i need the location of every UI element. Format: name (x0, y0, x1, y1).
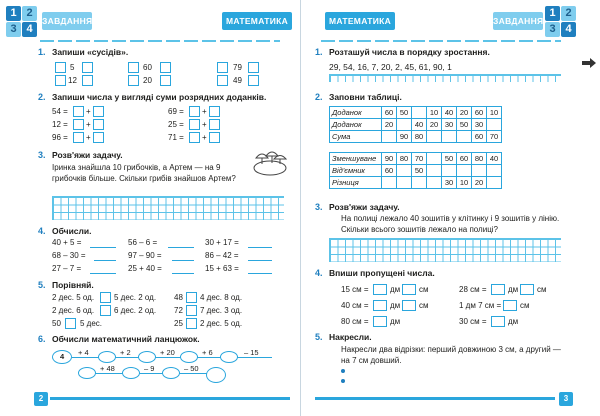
chain-end-circle[interactable] (206, 367, 226, 383)
table-cell[interactable] (427, 131, 442, 143)
answer-box[interactable] (82, 62, 93, 73)
table-row (330, 153, 502, 165)
table-cell[interactable]: 80 (412, 131, 427, 143)
plus-sign: + (86, 107, 91, 116)
answer-box[interactable] (93, 106, 104, 117)
arrow-right-icon (582, 58, 596, 68)
row-header: Зменшуване (330, 153, 382, 165)
task-title: Впиши пропущені числа. (329, 268, 435, 278)
unit: дм (390, 285, 401, 294)
answer-blank[interactable] (248, 247, 272, 248)
answer-blank[interactable] (90, 247, 116, 248)
expression: 68 – 30 = (52, 251, 86, 260)
table-cell[interactable] (427, 177, 442, 189)
problem-text: Накресли два відрізки: перший довжиною 3 см, а другий — на 7 см довший. (341, 345, 561, 365)
mushroom-basket-icon (250, 150, 290, 176)
expression: 96 = (52, 133, 68, 142)
unit: см (419, 301, 429, 310)
bullet-dot (341, 379, 345, 383)
unit: дм (390, 301, 401, 310)
expression: 69 = (168, 107, 184, 116)
table-cell[interactable] (487, 119, 502, 131)
unit: дм (390, 317, 401, 326)
task-title: Розв'яжи задачу. (52, 150, 123, 160)
number: 5 (70, 63, 75, 72)
tasks-pill: ЗАВДАННЯ (493, 12, 543, 30)
task-number: 3. (315, 202, 323, 212)
table-cell[interactable]: 50 (412, 165, 427, 177)
compare-box[interactable] (186, 318, 197, 329)
answer-box[interactable] (55, 75, 66, 86)
chain-circle[interactable] (138, 351, 156, 363)
compare-left: 72 (174, 306, 183, 315)
plus-sign: + (86, 133, 91, 142)
task-title: Запиши «сусідів». (52, 47, 129, 57)
chain-line (80, 373, 220, 374)
compare-right: 2 дес. 5 од. (200, 319, 243, 328)
table-cell[interactable] (427, 153, 442, 165)
chain-circle[interactable] (162, 367, 180, 379)
unit: дм (508, 317, 519, 326)
expression: 54 = (52, 107, 68, 116)
row-header: Доданок (330, 107, 382, 119)
task-title: Заповни таблиці. (329, 92, 402, 102)
table-cell[interactable] (487, 165, 502, 177)
task-number: 1. (38, 47, 46, 57)
compare-right: 6 дес. 2 од. (114, 306, 157, 315)
answer-box[interactable] (217, 75, 228, 86)
chain-start-value: 4 (60, 352, 65, 361)
task-number: 1. (315, 47, 323, 57)
compare-right: 4 дес. 8 од. (200, 293, 243, 302)
chain-op: + 48 (100, 364, 115, 373)
task-title: Порівняй. (52, 280, 94, 290)
table-cell[interactable]: 60 (382, 165, 397, 177)
expression: 30 + 17 = (205, 238, 239, 247)
subject-pill: МАТЕМАТИКА (222, 12, 292, 30)
table-cell[interactable] (457, 131, 472, 143)
expression: 97 – 90 = (128, 251, 162, 260)
compare-right: 5 дес. 2 од. (114, 293, 157, 302)
page-number: 3 (559, 392, 573, 406)
compare-left: 48 (174, 293, 183, 302)
number: 60 (143, 63, 152, 72)
chain-circle[interactable] (98, 351, 116, 363)
table-cell[interactable]: 20 (472, 177, 487, 189)
table-row (330, 177, 502, 189)
table-cell[interactable]: 90 (397, 131, 412, 143)
table-cell[interactable]: 30 (472, 119, 487, 131)
expression: 1 дм 7 см = (459, 301, 502, 310)
cube-1: 1 (6, 6, 21, 21)
chain-circle[interactable] (180, 351, 198, 363)
task-title: Запиши числа у вигляді суми розрядних доданків. (52, 92, 267, 102)
task-number: 2. (315, 92, 323, 102)
plus-sign: + (202, 133, 207, 142)
table-cell[interactable] (442, 165, 457, 177)
problem-text: На полиці лежало 40 зошитів у клітинку і 9 зошитів у лінію. Скільки всього зошитів лежало на полиці? (341, 214, 560, 234)
cube-1: 1 (545, 6, 560, 21)
answer-box[interactable] (402, 300, 416, 311)
answer-box[interactable] (128, 75, 139, 86)
unit: дм (508, 285, 519, 294)
answer-box[interactable] (189, 106, 200, 117)
cube-2: 2 (22, 6, 37, 21)
answer-box[interactable] (209, 132, 220, 143)
problem-text: Іринка знайшла 10 грибочків, а Артем — на 9 грибочків більше. Скільки грибів знайшов Артем? (52, 163, 236, 183)
expression: 40 см = (341, 301, 369, 310)
table-cell[interactable]: 20 (457, 107, 472, 119)
table-cell[interactable]: 50 (457, 119, 472, 131)
row-header: Сума (330, 131, 382, 143)
compare-left: 25 (174, 319, 183, 328)
cube-2: 2 (561, 6, 576, 21)
table-cell[interactable]: 30 (442, 119, 457, 131)
answer-box[interactable] (402, 284, 416, 295)
table-cell[interactable]: 60 (382, 107, 397, 119)
cube-3: 3 (6, 22, 21, 37)
table-cell[interactable]: 60 (457, 153, 472, 165)
table-cell[interactable]: 70 (412, 153, 427, 165)
answer-box[interactable] (128, 62, 139, 73)
subtraction-table (329, 152, 502, 189)
tasks-pill: ЗАВДАННЯ (42, 12, 92, 30)
task-title: Обчисли математичний ланцюжок. (52, 334, 200, 344)
chain-op: + 20 (160, 348, 175, 357)
chain-op: + 4 (78, 348, 89, 357)
table-cell[interactable] (442, 131, 457, 143)
table-cell[interactable] (457, 165, 472, 177)
expression: 80 см = (341, 317, 369, 326)
table-cell[interactable] (382, 177, 397, 189)
table-cell[interactable] (412, 177, 427, 189)
answer-box[interactable] (217, 62, 228, 73)
unit: см (537, 285, 547, 294)
table-cell[interactable] (487, 177, 502, 189)
table-cell[interactable] (427, 165, 442, 177)
answer-box[interactable] (520, 284, 534, 295)
answer-box[interactable] (373, 316, 387, 327)
footer-bar (50, 397, 290, 400)
row-header: Від'ємник (330, 165, 382, 177)
table-cell[interactable]: 10 (487, 107, 502, 119)
page-number: 2 (34, 392, 48, 406)
expression: 27 – 7 = (52, 264, 82, 273)
number: 12 (68, 76, 77, 85)
task-title: Розв'яжи задачу. (329, 202, 400, 212)
answer-box[interactable] (209, 119, 220, 130)
expression: 25 = (168, 120, 184, 129)
table-cell[interactable]: 20 (382, 119, 397, 131)
table-cell[interactable]: 60 (472, 107, 487, 119)
chain-circle[interactable] (122, 367, 140, 379)
chain-circle[interactable] (78, 367, 96, 379)
answer-grid[interactable] (329, 238, 561, 262)
table-cell[interactable] (382, 131, 397, 143)
expression: 40 + 5 = (52, 238, 82, 247)
table-row (330, 107, 502, 119)
table-cell[interactable]: 20 (427, 119, 442, 131)
row-header: Різниця (330, 177, 382, 189)
answer-box[interactable] (93, 132, 104, 143)
task-number: 5. (315, 332, 323, 342)
compare-box[interactable] (65, 318, 76, 329)
table-cell[interactable] (472, 165, 487, 177)
answer-blank[interactable] (90, 273, 116, 274)
task-number: 4. (315, 268, 323, 278)
table-row (330, 131, 502, 143)
compare-box[interactable] (186, 292, 197, 303)
answer-box[interactable] (209, 106, 220, 117)
task-title: Розташуй числа в порядку зростання. (329, 47, 490, 57)
bullet-dot (341, 369, 345, 373)
answer-blank[interactable] (172, 273, 194, 274)
answer-blank[interactable] (172, 260, 194, 261)
task-title: Обчисли. (52, 226, 92, 236)
answer-box[interactable] (93, 119, 104, 130)
chain-op: + 2 (120, 348, 131, 357)
table-cell[interactable]: 40 (442, 107, 457, 119)
answer-box[interactable] (73, 119, 84, 130)
expression: 86 – 42 = (205, 251, 239, 260)
addition-table (329, 106, 502, 143)
cubes-logo (545, 6, 577, 38)
expression: 28 см = (459, 285, 487, 294)
plus-sign: + (202, 120, 207, 129)
table-cell[interactable]: 80 (472, 153, 487, 165)
table-cell[interactable]: 40 (412, 119, 427, 131)
compare-box[interactable] (100, 292, 111, 303)
compare-right: 5 дес. (80, 319, 103, 328)
right-page (300, 0, 600, 416)
table-cell[interactable]: 60 (472, 131, 487, 143)
table-cell[interactable] (397, 177, 412, 189)
answer-box[interactable] (373, 300, 387, 311)
table-cell[interactable]: 90 (382, 153, 397, 165)
table-cell[interactable]: 50 (397, 107, 412, 119)
answer-grid[interactable] (52, 196, 284, 220)
table-cell[interactable] (397, 165, 412, 177)
row-header: Доданок (330, 119, 382, 131)
expression: 30 см = (459, 317, 487, 326)
expression: 15 + 63 = (205, 264, 239, 273)
table-cell[interactable]: 10 (457, 177, 472, 189)
chain-op: – 50 (184, 364, 199, 373)
plus-sign: + (202, 107, 207, 116)
compare-right: 7 дес. 3 од. (200, 306, 243, 315)
table-row (330, 165, 502, 177)
header-dash (321, 40, 561, 42)
answer-box[interactable] (160, 62, 171, 73)
number: 79 (233, 63, 242, 72)
answer-box[interactable] (189, 132, 200, 143)
compare-left: 2 дес. 5 од. (52, 293, 95, 302)
table-row (330, 119, 502, 131)
table-cell[interactable]: 80 (397, 153, 412, 165)
answer-blank[interactable] (94, 260, 116, 261)
chain-circle[interactable] (220, 351, 238, 363)
subject-pill: МАТЕМАТИКА (325, 12, 395, 30)
answer-box[interactable] (373, 284, 387, 295)
expression: 25 + 40 = (128, 264, 162, 273)
cubes-logo (6, 6, 38, 38)
cube-3: 3 (545, 22, 560, 37)
answer-box[interactable] (248, 75, 259, 86)
chain-op: – 15 (244, 348, 259, 357)
table-cell[interactable]: 10 (427, 107, 442, 119)
number: 49 (233, 76, 242, 85)
chain-op: – 9 (144, 364, 155, 373)
task-number: 4. (38, 226, 46, 236)
answer-box[interactable] (248, 62, 259, 73)
expression: 71 = (168, 133, 184, 142)
header-dash (40, 40, 280, 42)
table-cell[interactable]: 50 (442, 153, 457, 165)
answer-box[interactable] (82, 75, 93, 86)
compare-box[interactable] (186, 305, 197, 316)
table-cell[interactable] (412, 107, 427, 119)
answer-blank[interactable] (168, 247, 194, 248)
cube-4: 4 (22, 22, 37, 37)
task-number: 3. (38, 150, 46, 160)
number: 20 (143, 76, 152, 85)
chain-op: + 6 (202, 348, 213, 357)
unit: см (520, 301, 530, 310)
numbers-list: 29, 54, 16, 7, 20, 2, 45, 61, 90, 1 (329, 62, 452, 72)
answer-box[interactable] (503, 300, 517, 311)
table-cell[interactable]: 70 (487, 131, 502, 143)
answer-blank[interactable] (248, 260, 272, 261)
expression: 56 – 6 = (128, 238, 158, 247)
answer-box[interactable] (160, 75, 171, 86)
unit: см (419, 285, 429, 294)
expression: 12 = (52, 120, 68, 129)
answer-box[interactable] (491, 284, 505, 295)
table-cell[interactable]: 40 (487, 153, 502, 165)
task-title: Накресли. (329, 332, 372, 342)
plus-sign: + (86, 120, 91, 129)
table-cell[interactable] (397, 119, 412, 131)
footer-bar (315, 397, 555, 400)
expression: 15 см = (341, 285, 369, 294)
compare-box[interactable] (100, 305, 111, 316)
task-number: 5. (38, 280, 46, 290)
cube-4: 4 (561, 22, 576, 37)
table-cell[interactable]: 30 (442, 177, 457, 189)
task-number: 6. (38, 334, 46, 344)
answer-box[interactable] (73, 132, 84, 143)
answer-box[interactable] (55, 62, 66, 73)
answer-grid[interactable] (329, 74, 561, 82)
answer-box[interactable] (189, 119, 200, 130)
compare-left: 2 дес. 6 од. (52, 306, 95, 315)
answer-box[interactable] (73, 106, 84, 117)
answer-box[interactable] (491, 316, 505, 327)
task-number: 2. (38, 92, 46, 102)
answer-blank[interactable] (248, 273, 272, 274)
compare-left: 50 (52, 319, 61, 328)
